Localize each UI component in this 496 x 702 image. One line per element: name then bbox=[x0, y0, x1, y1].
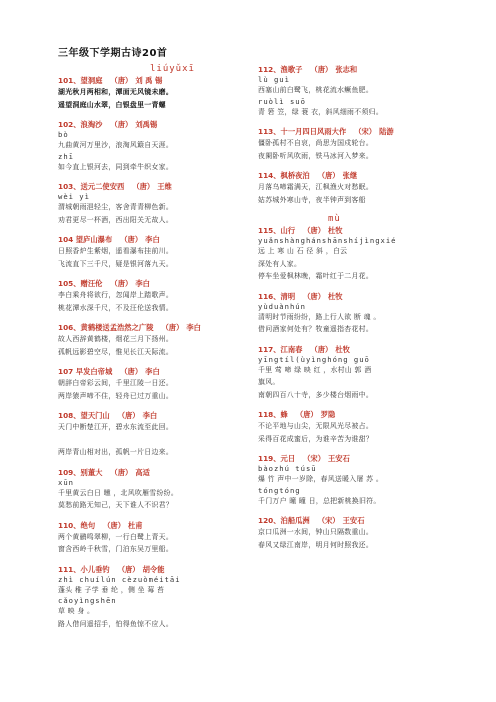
poem-line: 千里黄云白日 曛 ，北风吹雁雪纷纷。 bbox=[58, 488, 179, 497]
poem-line: 日照香炉生紫烟，遥看瀑布挂前川。 bbox=[58, 247, 174, 255]
poem-block bbox=[58, 520, 248, 556]
poem-title: 103、送元二使安西 bbox=[58, 182, 125, 191]
poem-dynasty: （唐） bbox=[303, 291, 326, 301]
poem-title: 112、渔歌子 bbox=[258, 65, 303, 74]
poem-dynasty: （唐） bbox=[103, 520, 126, 530]
poem-block bbox=[58, 564, 248, 631]
poem-line: 远 上 寒 山 石 径 斜 ，白云 bbox=[258, 247, 348, 255]
poem-title: 118、蜂 bbox=[258, 410, 288, 419]
poem-dynasty: （唐） bbox=[110, 467, 133, 477]
poem-line: 青 箬 笠，绿 蓑 衣，斜风细雨不须归。 bbox=[258, 107, 384, 116]
poem-author: 王维 bbox=[157, 182, 172, 191]
pinyin-annotation: ruòlì suō bbox=[258, 96, 306, 106]
poem-dynasty: （宋） bbox=[354, 127, 377, 136]
poem-pinyin: mù bbox=[328, 214, 341, 224]
poem-line: 姑苏城外寒山寺，夜半钟声到客船 bbox=[258, 195, 366, 204]
poem-line: 西塞山前白鹭飞，桃花流水鳜鱼肥。 bbox=[258, 86, 374, 94]
poem-author: 王安石 bbox=[328, 454, 350, 463]
poem-heading bbox=[58, 467, 248, 478]
poem-block bbox=[58, 181, 248, 226]
poem-author: 胡令能 bbox=[142, 564, 165, 574]
poem-line: 窗含西岭千秋雪，门泊东吴万里船。 bbox=[58, 545, 174, 553]
poem-author: 张继 bbox=[342, 171, 358, 180]
poem-block bbox=[58, 410, 248, 459]
poem-author: 刘禹锡 bbox=[135, 120, 158, 129]
poem-author: 杜牧 bbox=[335, 344, 350, 354]
poem-dynasty: （唐） bbox=[117, 411, 140, 420]
poem-author: 杜牧 bbox=[328, 226, 343, 235]
poem-dynasty: （唐） bbox=[117, 564, 140, 574]
poem-heading bbox=[258, 64, 448, 75]
poem-dynasty: （唐） bbox=[110, 120, 133, 129]
poem-author: 刘 禹 锡 bbox=[135, 76, 163, 85]
poem-author: 王安石 bbox=[342, 516, 365, 525]
poem-line: 劝君更尽一杯酒，西出阳关无故人。 bbox=[58, 215, 174, 224]
poem-line: 夜阑卧听风吹雨，铁马冰河入梦来。 bbox=[258, 151, 374, 160]
poem-title: 110、绝句 bbox=[58, 520, 96, 530]
poem-block bbox=[258, 409, 448, 445]
right-column bbox=[258, 64, 448, 559]
poem-line: 桃花潭水深千尺，不及汪伦送我情。 bbox=[58, 303, 174, 312]
poem-dynasty: （唐） bbox=[161, 323, 184, 332]
pinyin-annotation: yùduànhún bbox=[258, 301, 306, 311]
poem-block bbox=[258, 64, 448, 118]
poem-author: 李白 bbox=[142, 411, 158, 420]
poem-block bbox=[258, 126, 448, 162]
poem-line: 渭城朝雨浥轻尘，客舍青青柳色新。 bbox=[58, 203, 174, 211]
poem-line: 莫愁前路无知己，天下谁人不识君？ bbox=[58, 501, 174, 509]
poem-line: 李白乘舟将欲行，忽闻岸上踏歌声。 bbox=[58, 291, 174, 299]
poem-author: 张志和 bbox=[335, 65, 358, 74]
poem-dynasty: （唐） bbox=[310, 65, 333, 74]
poem-heading bbox=[258, 409, 448, 420]
left-column bbox=[58, 64, 248, 638]
poem-line: 深处有人家。 bbox=[258, 259, 302, 268]
poem-line: 湖光秋月两相和，潭面无风镜未磨。 bbox=[58, 88, 174, 96]
poem-author: 杜甫 bbox=[128, 520, 143, 530]
poem-line: 月落乌啼霜满天，江枫渔火对愁眠。 bbox=[258, 183, 374, 191]
poem-line: 僵卧孤村不自哀，尚思为国戍轮台。 bbox=[258, 139, 374, 147]
poem-title: 120、泊船瓜洲 bbox=[258, 516, 310, 525]
poem-block bbox=[258, 515, 448, 551]
poem-line: 京口瓜洲一水间，钟山只隔数重山。 bbox=[258, 528, 374, 536]
poem-dynasty: （宋） bbox=[303, 454, 326, 463]
poem-heading bbox=[258, 126, 448, 137]
poem-heading bbox=[58, 366, 248, 377]
poem-block bbox=[58, 467, 248, 512]
poem-line: 千门万户 曈 曈 日，总把新桃换旧符。 bbox=[258, 496, 381, 505]
poem-dynasty: （唐） bbox=[132, 182, 155, 191]
poem-heading bbox=[58, 520, 248, 531]
pinyin-annotation: bò bbox=[58, 130, 69, 139]
page-title: 三年级下学期古诗20首 bbox=[58, 48, 168, 59]
pinyin-annotation: xūn bbox=[58, 477, 74, 487]
poem-title: 114、枫桥夜泊 bbox=[258, 171, 310, 180]
poem-title: 105、赠汪伦 bbox=[58, 279, 103, 288]
poem-dynasty: （唐） bbox=[120, 235, 143, 244]
poem-title: 106、黄鹤楼送孟浩然之广陵 bbox=[58, 323, 154, 332]
poem-title: 116、清明 bbox=[258, 291, 296, 301]
poem-line: 路人借问遥招手，怕得鱼惊不应人。 bbox=[58, 619, 174, 628]
poem-line: 孤帆远影碧空尽，惟见长江天际流。 bbox=[58, 347, 174, 356]
poem-heading bbox=[258, 344, 448, 355]
poem-block bbox=[58, 119, 248, 173]
poem-line: 两岸青山相对出，孤帆一片日边来。 bbox=[58, 448, 174, 456]
poem-title: 117、江南春 bbox=[258, 344, 303, 354]
poem-dynasty: （唐） bbox=[110, 76, 133, 85]
poem-dynasty: （唐） bbox=[120, 367, 143, 376]
poem-dynasty: （唐） bbox=[303, 226, 326, 235]
poem-dynasty: （唐） bbox=[310, 344, 333, 354]
pinyin-annotation: tóngtóng bbox=[258, 485, 301, 495]
pinyin-annotation: cǎoyìngshēn bbox=[58, 596, 117, 605]
poem-block bbox=[58, 322, 248, 358]
poem-title: 113、十一月四日风雨大作 bbox=[258, 127, 347, 136]
poem-title: 111、小儿垂钓 bbox=[58, 564, 110, 574]
poem-heading bbox=[58, 234, 248, 245]
poem-line: 飞流直下三千尺，疑是银河落九天。 bbox=[58, 259, 174, 268]
poem-block bbox=[258, 214, 448, 283]
poem-title: 101、望洞庭 bbox=[58, 76, 103, 85]
poem-heading bbox=[258, 225, 448, 236]
poem-heading bbox=[58, 410, 248, 421]
poem-block bbox=[258, 453, 448, 507]
poem-line: 两岸猿声啼不住，轻舟已过万重山。 bbox=[58, 391, 174, 400]
poem-block bbox=[258, 291, 448, 336]
poem-title: 109、别董大 bbox=[58, 467, 103, 477]
poem-line: 遥望洞庭山水翠，白银盘里一青螺 bbox=[58, 100, 166, 109]
poem-heading bbox=[258, 170, 448, 181]
poem-dynasty: （唐） bbox=[295, 410, 318, 419]
poem-line: 如今直上银河去，同到牵牛织女家。 bbox=[58, 162, 174, 171]
poem-author: 罗隐 bbox=[320, 410, 336, 419]
pinyin-annotation: lù guì bbox=[258, 75, 290, 84]
poem-line: 春风又绿江南岸，明月何时照我还。 bbox=[258, 540, 374, 549]
poem-line: 蓬头 稚 子学 垂 纶 ，侧 坐 莓 苔 bbox=[58, 585, 165, 594]
poem-line: 天门中断楚江开，碧水东流至此回。 bbox=[58, 423, 174, 431]
poem-title: 107 早发白帝城 bbox=[58, 367, 113, 376]
poem-line: 停车坐爱枫林晚，霜叶红于二月花。 bbox=[258, 272, 374, 280]
poem-heading bbox=[58, 119, 248, 130]
poem-author: 李白 bbox=[145, 367, 160, 376]
poem-title: 119、元日 bbox=[258, 454, 296, 463]
poem-line: 九曲黄河万里沙，浪淘风簸自天涯。 bbox=[58, 141, 174, 149]
poem-block bbox=[258, 344, 448, 402]
poem-line: 两个黄鹂鸣翠柳，一行白鹭上青天。 bbox=[58, 532, 174, 541]
pinyin-annotation: zhī bbox=[58, 151, 74, 161]
poem-author: 李白 bbox=[145, 235, 160, 244]
poem-block bbox=[258, 170, 448, 206]
poem-title: 104 望庐山瀑布 bbox=[58, 235, 113, 244]
poem-heading bbox=[58, 278, 248, 289]
poem-line: 清明时节雨纷纷，路上行人欲 断 魂 。 bbox=[258, 312, 381, 321]
poem-heading bbox=[58, 181, 248, 192]
poem-author: 高适 bbox=[135, 467, 150, 477]
poem-heading bbox=[258, 453, 448, 464]
poem-line: 南朝四百八十寺，多少楼台烟雨中。 bbox=[258, 390, 374, 399]
poem-line: 草 映 身 。 bbox=[58, 607, 95, 615]
poem-pinyin: liúyǔxī bbox=[150, 64, 195, 74]
poem-heading bbox=[58, 322, 248, 333]
poem-block bbox=[58, 64, 248, 111]
pinyin-annotation: yīngtíl(ùyìnghóng guō bbox=[258, 354, 370, 364]
poem-block bbox=[58, 278, 248, 314]
poem-title: 102、浪淘沙 bbox=[58, 120, 103, 129]
poem-line: 借问酒家何处有？牧童遥指杏花村。 bbox=[258, 325, 374, 333]
poem-author: 陆游 bbox=[379, 127, 394, 136]
poem-line: 千里 莺 啼 绿 映 红 ，水村山 郭 酒 bbox=[258, 365, 372, 374]
poem-line: 爆 竹 声中一岁除，春风送暖入屠 苏 。 bbox=[258, 475, 384, 483]
poem-line bbox=[58, 434, 248, 447]
poem-title: 115、山行 bbox=[258, 226, 296, 235]
poem-block bbox=[58, 366, 248, 402]
poem-dynasty: （宋） bbox=[317, 516, 340, 525]
poem-line: 不论平地与山尖，无限风光尽被占。 bbox=[258, 422, 374, 430]
pinyin-annotation: yuǎnshànghánshānshíjìngxié bbox=[258, 236, 397, 245]
poem-block bbox=[58, 234, 248, 270]
poem-author: 李白 bbox=[135, 279, 150, 288]
poem-heading bbox=[58, 564, 248, 575]
poem-line: 故人西辞黄鹤楼，烟花三月下扬州。 bbox=[58, 335, 174, 343]
poem-dynasty: （唐） bbox=[110, 279, 133, 288]
poem-dynasty: （唐） bbox=[317, 171, 340, 180]
poem-author: 李白 bbox=[186, 323, 201, 332]
pinyin-annotation: zhì chuílún cèzuòméitāi bbox=[58, 574, 181, 584]
poem-line: 采得百花成蜜后，为谁辛苦为谁甜？ bbox=[258, 434, 374, 443]
poem-author: 杜牧 bbox=[328, 291, 343, 301]
poem-line: 旗风。 bbox=[258, 378, 280, 386]
pinyin-annotation: bàozhú túsū bbox=[258, 464, 317, 473]
poem-heading bbox=[258, 291, 448, 302]
poem-heading bbox=[58, 75, 248, 86]
poem-title: 108、望天门山 bbox=[58, 411, 110, 420]
pinyin-annotation: wèi yì bbox=[58, 192, 90, 201]
poem-heading bbox=[258, 515, 448, 526]
poem-line: 朝辞白帝彩云间，千里江陵一日还。 bbox=[58, 379, 174, 387]
